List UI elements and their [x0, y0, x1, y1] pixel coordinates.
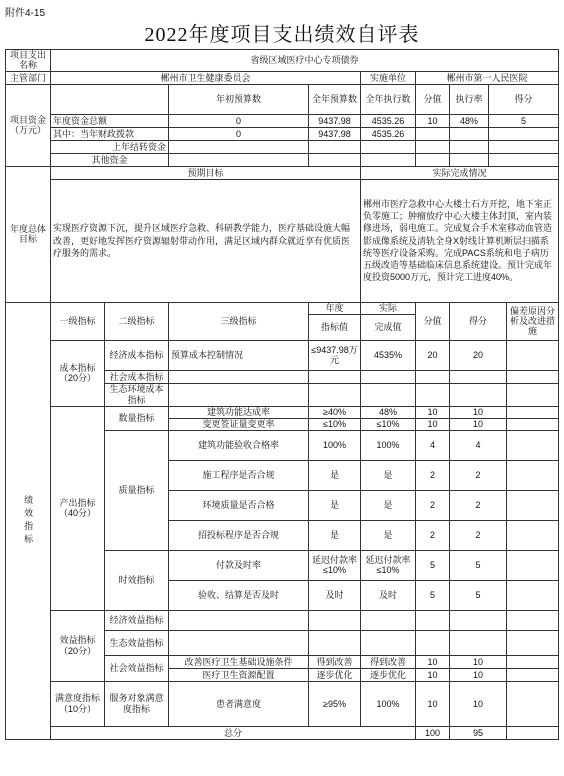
social-item-actual: 得到改善	[361, 655, 416, 668]
quality-item-score: 2	[416, 520, 450, 550]
cost-econ-actual: 4535%	[361, 340, 416, 370]
total-label: 总分	[51, 726, 416, 739]
output-time: 时效指标	[105, 550, 169, 610]
social-item-got: 10	[450, 655, 507, 668]
funds-row-label: 其他资金	[51, 153, 169, 166]
table-row	[6, 127, 559, 140]
actual-text: 郴州市医疗急救中心大楼土石方开挖，地下室正负零施工；肿瘤放疗中心大楼主体封顶，室内装修进场，弱电施工。完成复合手术室移动血管造影成像系统及清轨全身X射线计算机断层扫描系统等医疗设备采购。完成PACS系统和电子病历五级改造等基础临床信息系统建设。预计完成年度投资5000万元，预计完工进度40%。	[361, 179, 559, 302]
social-item-target: 得到改善	[309, 655, 361, 668]
quality-item-got: 2	[450, 490, 507, 520]
social-item-score: 10	[416, 668, 450, 681]
project-name: 省级区域医疗中心专项债券	[51, 50, 559, 72]
h-target: 指标值	[309, 314, 361, 340]
satisfaction-level2: 服务对象满意度指标	[105, 681, 169, 726]
funds-got	[489, 153, 559, 166]
funds-initial	[169, 153, 309, 166]
benefit-eco: 生态效益指标	[105, 630, 169, 655]
goals-section-label: 年度总体目标	[6, 166, 51, 302]
quality-item-name: 环境质量是否合格	[169, 490, 309, 520]
total-got: 95	[450, 726, 507, 739]
satisfaction-item: 患者满意度	[169, 681, 309, 726]
col-initial-header: 年初预算数	[169, 84, 309, 114]
time-item-target: 延迟付款率≤10%	[309, 550, 361, 580]
output-qty: 数量指标	[105, 406, 169, 430]
funds-score: 10	[416, 114, 450, 127]
quality-item-target: 是	[309, 460, 361, 490]
col-score-header: 分值	[416, 84, 450, 114]
qty-item-actual: ≤10%	[361, 418, 416, 430]
quality-item-target: 是	[309, 520, 361, 550]
funds-row-label: 上年结转资金	[51, 140, 169, 153]
h-level1: 一级指标	[51, 302, 105, 340]
time-item-name: 付款及时率	[169, 550, 309, 580]
social-item-actual: 逐步优化	[361, 668, 416, 681]
funds-executed: 4535.26	[361, 114, 416, 127]
cost-econ: 经济成本指标	[105, 340, 169, 370]
cost-econ-item: 预算成本控制情况	[169, 340, 309, 370]
col-executed-header: 全年执行数	[361, 84, 416, 114]
dept-label: 主管部门	[6, 71, 51, 84]
quality-item-name: 施工程序是否合规	[169, 460, 309, 490]
quality-item-got: 4	[450, 430, 507, 460]
output-quality: 质量指标	[105, 430, 169, 550]
benefit-econ: 经济效益指标	[105, 610, 169, 630]
social-item-score: 10	[416, 655, 450, 668]
dept: 郴州市卫生健康委员会	[51, 71, 361, 84]
funds-annual	[309, 140, 361, 153]
funds-initial	[169, 140, 309, 153]
table-row	[6, 140, 559, 153]
quality-item-got: 2	[450, 520, 507, 550]
cost-social: 社会成本指标	[105, 370, 169, 383]
attachment-label: 附件4-15	[5, 8, 46, 19]
table-row	[6, 153, 559, 166]
table-row	[6, 406, 559, 418]
funds-score	[416, 153, 450, 166]
quality-item-name: 建筑功能验收合格率	[169, 430, 309, 460]
total-row	[6, 726, 559, 739]
col-got-header: 得分	[489, 84, 559, 114]
qty-item-target: ≤10%	[309, 418, 361, 430]
satisfaction-level1: 满意度指标（10分）	[51, 681, 105, 726]
h-level2: 二级指标	[105, 302, 169, 340]
funds-rate	[450, 127, 489, 140]
quality-item-target: 100%	[309, 430, 361, 460]
total-score: 100	[416, 726, 450, 739]
funds-got	[489, 127, 559, 140]
quality-item-actual: 是	[361, 490, 416, 520]
table-row	[6, 610, 559, 630]
funds-annual: 9437.98	[309, 127, 361, 140]
funds-annual	[309, 153, 361, 166]
quality-item-target: 是	[309, 490, 361, 520]
time-item-got: 5	[450, 580, 507, 610]
qty-item-name: 变更签证量变更率	[169, 418, 309, 430]
table-row	[6, 114, 559, 127]
qty-item-target: ≥40%	[309, 406, 361, 418]
benefit-social: 社会效益指标	[105, 655, 169, 681]
funds-executed: 4535.26	[361, 127, 416, 140]
quality-item-actual: 是	[361, 520, 416, 550]
social-item-got: 10	[450, 668, 507, 681]
time-item-actual: 及时	[361, 580, 416, 610]
qty-item-actual: 48%	[361, 406, 416, 418]
satisfaction-score: 10	[416, 681, 450, 726]
quality-item-score: 4	[416, 430, 450, 460]
cost-level1: 成本指标（20分）	[51, 340, 105, 406]
social-item-name: 医疗卫生资源配置	[169, 668, 309, 681]
cost-econ-score: 20	[416, 340, 450, 370]
social-item-target: 逐步优化	[309, 668, 361, 681]
qty-item-name: 建筑功能达成率	[169, 406, 309, 418]
funds-section-label: 项目资金（万元）	[6, 84, 51, 166]
funds-row-label: 年度资金总额	[51, 114, 169, 127]
funds-row-label: 其中：当年财政拨款	[51, 127, 169, 140]
social-item-name: 改善医疗卫生基础设施条件	[169, 655, 309, 668]
table-row	[6, 681, 559, 726]
perf-section-label: 绩效指标	[23, 494, 34, 547]
time-item-actual: 延迟付款率≤10%	[361, 550, 416, 580]
quality-item-actual: 100%	[361, 430, 416, 460]
qty-item-got: 10	[450, 406, 507, 418]
actual-label: 实际完成情况	[361, 166, 559, 179]
h-year: 年度	[309, 302, 361, 314]
h-level3: 三级指标	[169, 302, 309, 340]
expected-text: 实现医疗资源下沉，提升区域医疗急救、科研教学能力，医疗基础设施大幅改善，更好地发挥医疗资源辐射带动作用，满足区域内群众就近享有优质医疗服务的需求。	[51, 179, 361, 302]
h-actual-top: 实际	[361, 302, 416, 314]
table-row	[6, 340, 559, 370]
time-item-name: 验收、结算是否及时	[169, 580, 309, 610]
time-item-target: 及时	[309, 580, 361, 610]
funds-initial: 0	[169, 114, 309, 127]
quality-item-got: 2	[450, 460, 507, 490]
satisfaction-actual: 100%	[361, 681, 416, 726]
funds-executed	[361, 140, 416, 153]
cost-econ-target: ≤9437.98万元	[309, 340, 361, 370]
time-item-got: 5	[450, 550, 507, 580]
quality-item-name: 招投标程序是否合规	[169, 520, 309, 550]
col-rate-header: 执行率	[450, 84, 489, 114]
benefit-level1: 效益指标（20分）	[51, 610, 105, 681]
unit-label: 实施单位	[361, 71, 416, 84]
quality-item-score: 2	[416, 460, 450, 490]
h-actual: 完成值	[361, 314, 416, 340]
output-level1: 产出指标（40分）	[51, 406, 105, 610]
project-name-label: 项目支出名称	[6, 50, 51, 72]
h-got: 得分	[450, 302, 507, 340]
performance-table	[5, 49, 559, 740]
qty-item-score: 10	[416, 406, 450, 418]
funds-annual: 9437.98	[309, 114, 361, 127]
funds-initial: 0	[169, 127, 309, 140]
funds-rate: 48%	[450, 114, 489, 127]
expected-label: 预期目标	[51, 166, 361, 179]
funds-rate	[450, 153, 489, 166]
quality-item-actual: 是	[361, 460, 416, 490]
funds-rate	[450, 140, 489, 153]
cost-env: 生态环境成本指标	[105, 383, 169, 406]
qty-item-got: 10	[450, 418, 507, 430]
qty-item-score: 10	[416, 418, 450, 430]
satisfaction-target: ≥95%	[309, 681, 361, 726]
h-score: 分值	[416, 302, 450, 340]
cost-econ-got: 20	[450, 340, 507, 370]
time-item-score: 5	[416, 580, 450, 610]
quality-item-score: 2	[416, 490, 450, 520]
funds-got: 5	[489, 114, 559, 127]
time-item-score: 5	[416, 550, 450, 580]
funds-executed	[361, 153, 416, 166]
funds-score	[416, 127, 450, 140]
funds-got	[489, 140, 559, 153]
unit: 郴州市第一人民医院	[416, 71, 559, 84]
page-title: 2022年度项目支出绩效自评表	[144, 24, 420, 46]
col-annual-header: 全年预算数	[309, 84, 361, 114]
funds-score	[416, 140, 450, 153]
satisfaction-got: 10	[450, 681, 507, 726]
h-reason: 偏差原因分析及改进措施	[507, 302, 559, 340]
